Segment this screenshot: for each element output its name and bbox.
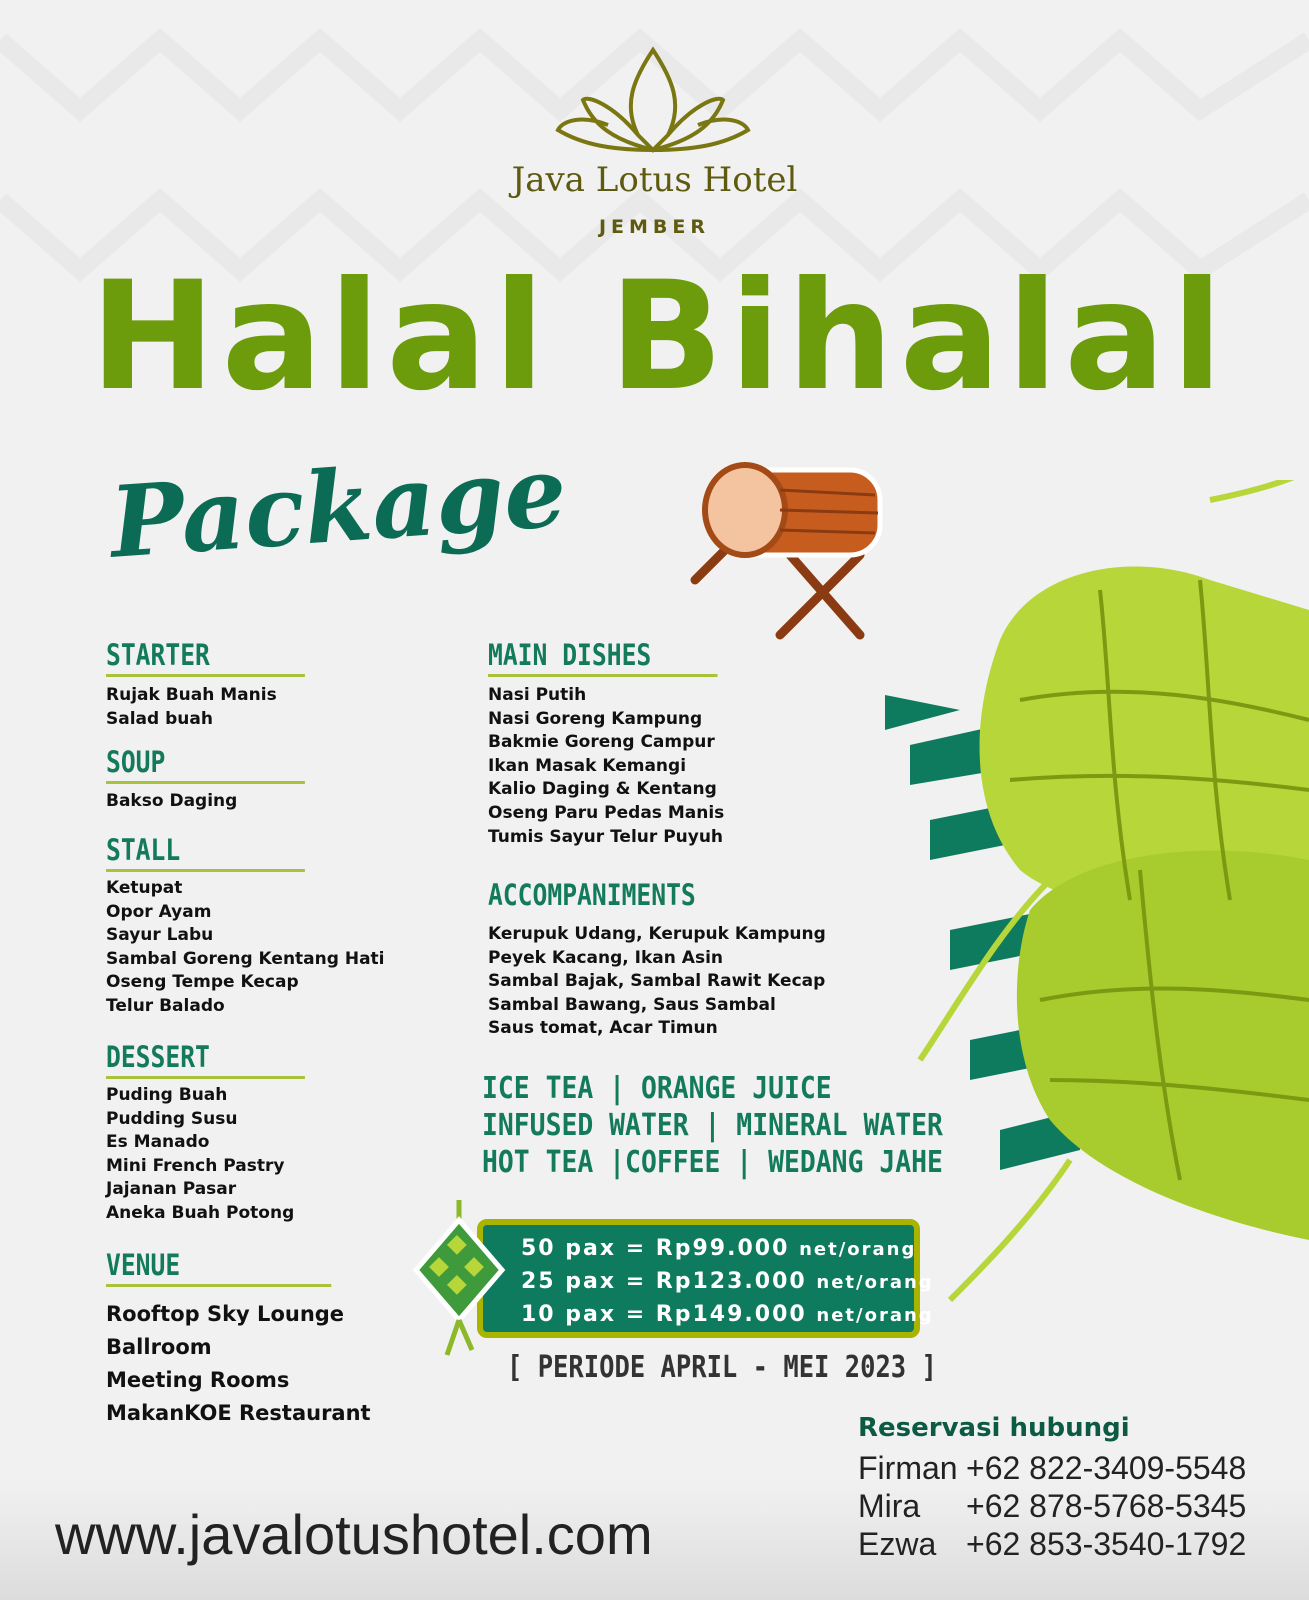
menu-item: Mini French Pastry [106, 1155, 285, 1176]
section-main-title: MAIN DISHES [488, 638, 718, 677]
menu-item: Nasi Goreng Kampung [488, 708, 703, 729]
venue-item: MakanKOE Restaurant [106, 1401, 371, 1425]
menu-item: Oseng Tempe Kecap [106, 972, 299, 993]
section-soup-title: SOUP [106, 745, 305, 784]
section-dessert-title: DESSERT [106, 1040, 305, 1079]
menu-item: Peyek Kacang, Ikan Asin [488, 947, 723, 968]
contact-row [858, 1488, 1246, 1525]
drinks-list [482, 1070, 1006, 1181]
price-label: 50 pax = Rp99.000 [521, 1236, 790, 1261]
menu-item: Ketupat [106, 878, 183, 898]
price-row [521, 1299, 934, 1332]
menu-item: Saus tomat, Acar Timun [488, 1018, 718, 1039]
menu-item: Nasi Putih [488, 685, 587, 705]
price-unit: net/orang [816, 1272, 934, 1293]
drinks-line: HOT TEA |COFFEE | WEDANG JAHE [482, 1145, 943, 1180]
menu-item: Ikan Masak Kemangi [488, 755, 687, 776]
contact-name: Ezwa [858, 1526, 937, 1562]
menu-item: Tumis Sayur Telur Puyuh [488, 826, 724, 847]
drinks-line: INFUSED WATER | MINERAL WATER [482, 1108, 943, 1143]
hotel-city: JEMBER [598, 216, 711, 238]
contact-phone[interactable]: +62 853-3540-1792 [966, 1526, 1247, 1562]
price-label: 25 pax = Rp123.000 [521, 1269, 807, 1294]
contact-phone[interactable]: +62 878-5768-5345 [966, 1488, 1247, 1524]
menu-item: Kalio Daging & Kentang [488, 779, 717, 800]
menu-item: Aneka Buah Potong [106, 1202, 295, 1223]
menu-item: Es Manado [106, 1132, 210, 1153]
dessert-list [106, 1084, 294, 1226]
menu-item: Kerupuk Udang, Kerupuk Kampung [488, 924, 826, 944]
menu-item: Sambal Goreng Kentang Hati [106, 948, 385, 969]
menu-item: Jajanan Pasar [106, 1179, 237, 1200]
price-unit: net/orang [799, 1239, 917, 1260]
price-label: 10 pax = Rp149.000 [521, 1302, 807, 1327]
reservation-title: Reservasi hubungi [858, 1413, 1130, 1443]
menu-item: Sambal Bajak, Sambal Rawit Kecap [488, 971, 826, 992]
price-row [521, 1266, 934, 1299]
pricing-box [477, 1219, 934, 1338]
headline-title: Halal Bihalal [90, 250, 1229, 424]
menu-item: Oseng Paru Pedas Manis [488, 802, 725, 823]
website-link[interactable]: www.javalotushotel.com [55, 1503, 653, 1566]
section-accompaniments-title: ACCOMPANIMENTS [488, 878, 696, 912]
headline-subtitle: Package [106, 434, 570, 581]
drinks-line: ICE TEA | ORANGE JUICE [482, 1071, 832, 1106]
venue-item: Ballroom [106, 1335, 212, 1359]
stall-list [106, 877, 385, 1019]
section-starter-title: STARTER [106, 638, 305, 677]
venue-item: Meeting Rooms [106, 1368, 290, 1392]
menu-item: Pudding Susu [106, 1108, 238, 1129]
contact-phone[interactable]: +62 822-3409-5548 [966, 1450, 1247, 1486]
section-stall-title: STALL [106, 833, 305, 872]
menu-item: Bakso Daging [106, 791, 238, 811]
period-label: [ PERIODE APRIL - MEI 2023 ] [507, 1350, 937, 1385]
contact-name: Mira [858, 1488, 921, 1524]
menu-item: Rujak Buah Manis [106, 685, 277, 705]
menu-item: Telur Balado [106, 995, 225, 1016]
contact-row [858, 1450, 1246, 1487]
accompaniments-list [488, 923, 826, 1041]
price-row [521, 1233, 917, 1266]
section-venue-title: VENUE [106, 1248, 331, 1287]
menu-item: Puding Buah [106, 1085, 228, 1105]
menu-item: Opor Ayam [106, 901, 212, 922]
menu-item: Salad buah [106, 708, 213, 729]
menu-item: Bakmie Goreng Campur [488, 732, 715, 753]
menu-item: Sayur Labu [106, 925, 214, 946]
ketupat-decoration-icon [880, 480, 1309, 1340]
venue-list [106, 1298, 371, 1430]
lotus-logo-icon [553, 45, 753, 160]
hotel-name: Java Lotus Hotel [511, 160, 798, 200]
contact-name: Firman [858, 1450, 958, 1486]
contact-row [858, 1526, 1246, 1563]
menu-item: Sambal Bawang, Saus Sambal [488, 994, 776, 1015]
price-unit: net/orang [816, 1305, 934, 1326]
ketupat-icon [412, 1195, 507, 1360]
starter-list [106, 684, 277, 731]
main-list [488, 684, 724, 849]
venue-item: Rooftop Sky Lounge [106, 1302, 345, 1326]
soup-list [106, 790, 237, 814]
